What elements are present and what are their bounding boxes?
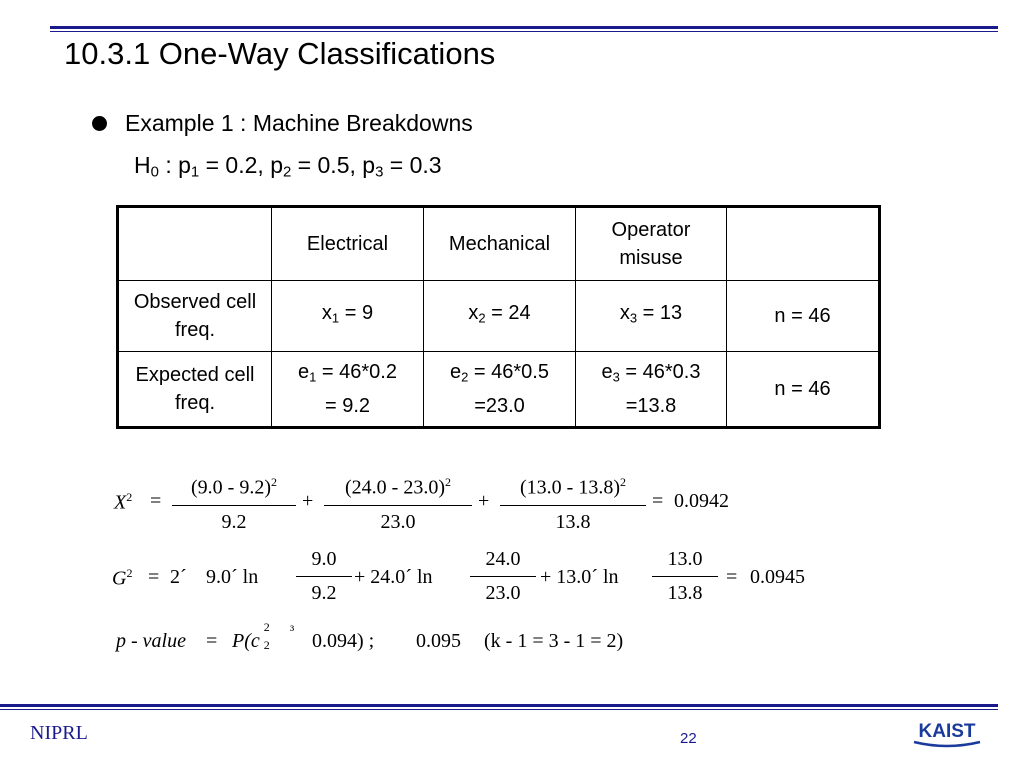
cell-observed-2: $x_2 = 24$ (424, 281, 576, 352)
bottom-rule-thick (0, 704, 998, 707)
bullet-text: Example 1 : Machine Breakdowns (125, 110, 473, 136)
kaist-logo (908, 718, 986, 748)
header-electrical: Electrical (272, 207, 424, 281)
g2-lhs: $G^2$ (112, 566, 133, 590)
x2-eq-2: = (652, 490, 664, 512)
g2-coef-3: + 13.0´ ln (540, 566, 619, 588)
row-label-expected: Expected cell freq. (118, 352, 272, 428)
header-cell-empty (118, 207, 272, 281)
frequency-table (116, 205, 881, 429)
slide-title: 10.3.1 One-Way Classifications (64, 36, 496, 71)
top-rule-thin (50, 31, 998, 32)
top-rule-thick (50, 26, 998, 29)
hyp-v2: = 0.5, (291, 152, 363, 178)
hyp-colon: : (158, 152, 179, 178)
cell-expected-3: $e_3 = 46*0.3$ =13.8 (576, 352, 727, 428)
hyp-v1: = 0.2, (199, 152, 271, 178)
table-header-row (118, 207, 880, 281)
pvalue-approx: 0.095 (416, 630, 461, 652)
hyp-p3: p (362, 152, 376, 178)
g2-coef-1: 9.0´ ln (206, 566, 259, 588)
g2-two: 2´ (170, 566, 187, 588)
hyp-p1-sub: 1 (190, 163, 200, 181)
kaist-logo-text: KAIST (918, 721, 976, 742)
cell-expected-2: $e_2 = 46*0.5$ =23.0 (424, 352, 576, 428)
hyp-h: H (134, 152, 151, 178)
pvalue-lhs: p - value (116, 630, 186, 652)
pvalue-df: (k - 1 = 3 - 1 = 2) (484, 630, 624, 652)
header-cell-total (727, 207, 880, 281)
x2-eq: = (150, 490, 162, 512)
cell-observed-1: $x_1 = 9$ (272, 281, 424, 352)
cell-observed-total: n = 46 (727, 281, 880, 352)
g2-eq-2: = (726, 566, 738, 588)
hyp-p1: p (178, 152, 191, 178)
hyp-p2: p (270, 152, 283, 178)
page-number: 22 (680, 730, 697, 747)
footer-org: NIPRL (30, 722, 88, 744)
g2-result: 0.0945 (750, 566, 805, 588)
header-mechanical: Mechanical (424, 207, 576, 281)
g2-frac-2: 24.0 23.0 (470, 548, 536, 605)
x2-plus-2: + (478, 490, 490, 512)
row-label-observed: Observed cell freq. (118, 281, 272, 352)
g2-coef-2: + 24.0´ ln (354, 566, 433, 588)
hyp-h-sub: 0 (150, 163, 159, 181)
null-hypothesis (134, 152, 442, 181)
hyp-p2-sub: 2 (282, 163, 292, 181)
pvalue-ge-symbol: ³ (290, 624, 295, 639)
pvalue-eq: = (206, 630, 218, 652)
g2-eq: = (148, 566, 160, 588)
hyp-v3: = 0.3 (383, 152, 442, 178)
table-row-expected (118, 352, 880, 428)
cell-expected-1: $e_1 = 46*0.2$ = 9.2 (272, 352, 424, 428)
cell-observed-3: $x_3 = 13$ (576, 281, 727, 352)
bullet-dot-icon (92, 116, 107, 131)
g2-frac-3: 13.0 13.8 (652, 548, 718, 605)
header-operator-misuse: Operator misuse (576, 207, 727, 281)
x2-term-3: (13.0 - 13.8)$^2$ 13.8 (500, 475, 646, 534)
table-row-observed (118, 281, 880, 352)
x2-lhs: $X^2$ (114, 490, 133, 514)
x2-term-1: (9.0 - 9.2)$^2$ 9.2 (172, 475, 296, 534)
pvalue-prob: P(c 2 2 (232, 620, 270, 652)
x2-term-2: (24.0 - 23.0)$^2$ 23.0 (324, 475, 472, 534)
bottom-rule-thin (0, 709, 998, 710)
hyp-p3-sub: 3 (375, 163, 384, 181)
x2-result: 0.0942 (674, 490, 729, 512)
bullet-example (92, 110, 473, 137)
pvalue-value: 0.094) ; (312, 630, 375, 652)
cell-expected-total: n = 46 (727, 352, 880, 428)
x2-plus-1: + (302, 490, 314, 512)
g2-frac-1: 9.0 9.2 (296, 548, 352, 605)
